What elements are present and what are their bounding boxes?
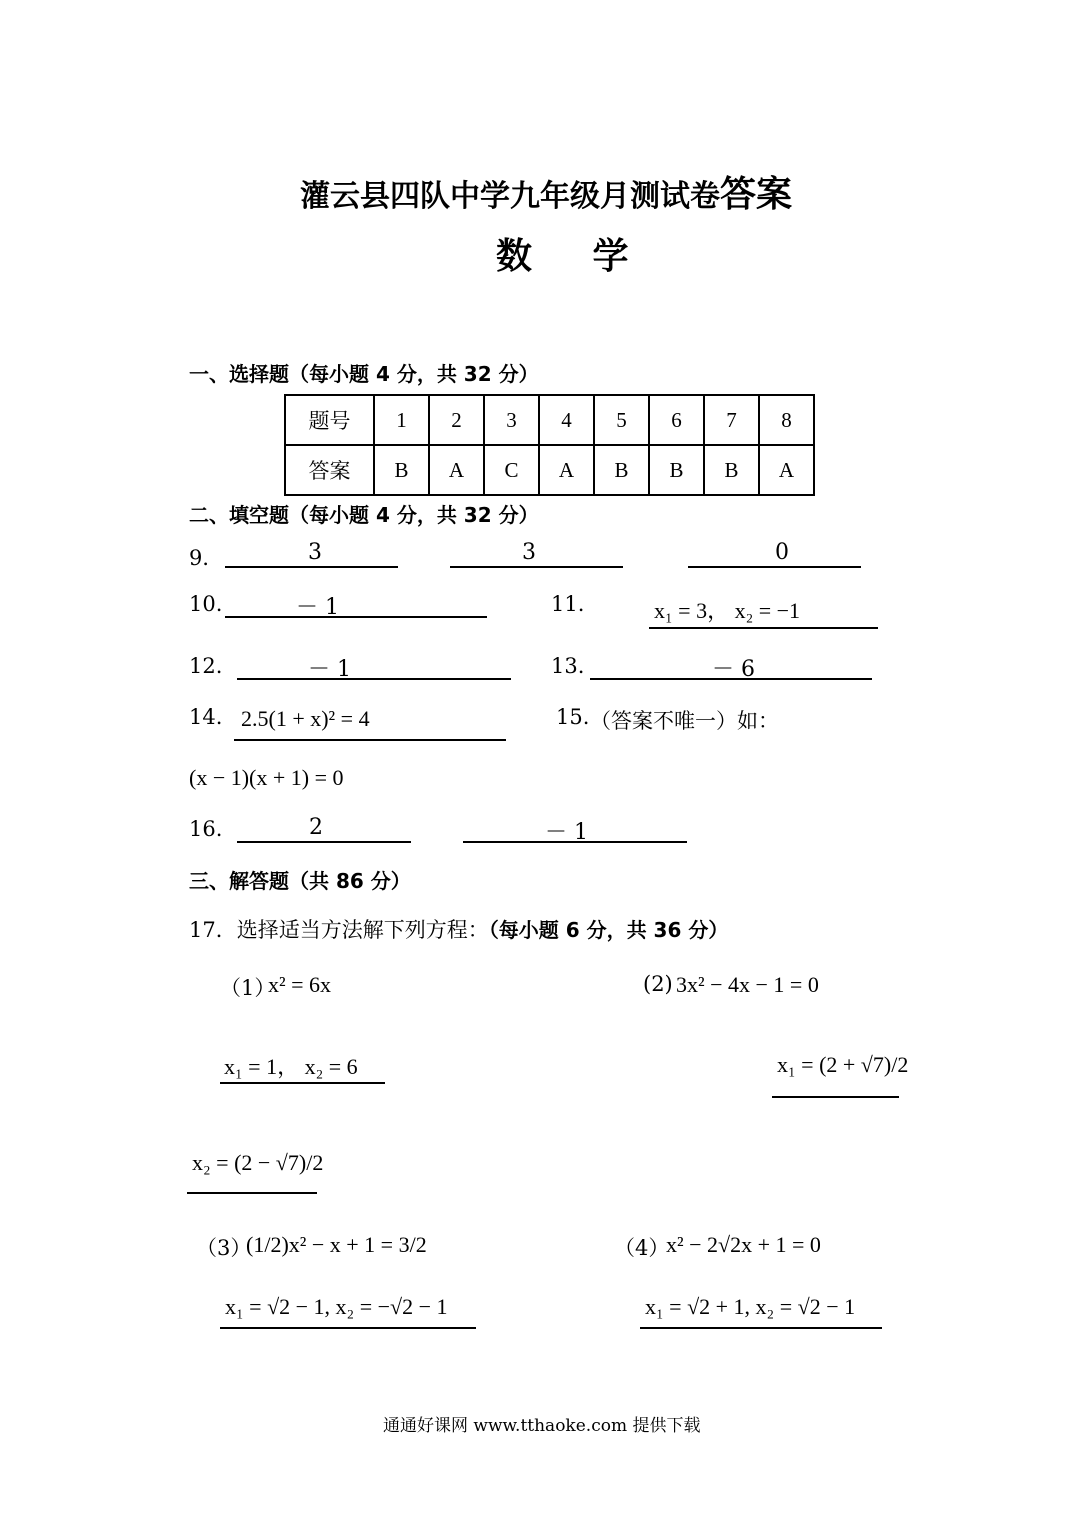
q12-answer-line — [237, 678, 511, 680]
q9-answer-b: 3 — [522, 540, 536, 565]
q12-number: 12. — [189, 654, 223, 678]
answer-cell: C — [484, 445, 539, 495]
answer-cell: A — [429, 445, 484, 495]
q17-label: 17．选择适当方法解下列方程： — [189, 918, 489, 942]
choice-answer-table — [284, 394, 815, 496]
q15-number: 15. — [556, 705, 590, 729]
q15-answer: (x − 1)(x + 1) = 0 — [189, 765, 344, 790]
q10-answer-line — [225, 616, 487, 618]
row-label-answer: 答案 — [285, 445, 374, 495]
q9-answer-line-a — [225, 566, 398, 568]
q14-number: 14. — [189, 705, 223, 729]
q10-answer: － 1 — [296, 595, 339, 620]
p4-answer: x₁ = √2 + 1, x₂ = √2 − 1 — [645, 1294, 856, 1319]
title-answer: 答案 — [720, 173, 793, 215]
subject-title: 数 学 — [496, 235, 653, 277]
p1-answer: x₁ = 1， x₂ = 6 — [224, 1054, 358, 1079]
q11-answer: x₁ = 3， x₂ = −1 — [654, 598, 801, 623]
q15-label: （答案不唯一）如： — [590, 709, 779, 733]
p2-answer-x2: x₂ = (2 − √7)/2 — [192, 1150, 324, 1175]
q16-answer-a: 2 — [309, 815, 323, 840]
p3-label: （3） — [196, 1236, 252, 1260]
p2-answer-line-x2 — [187, 1192, 317, 1194]
q16-answer-line-a — [237, 841, 411, 843]
q9-answer-c: 0 — [775, 540, 789, 565]
section-1-heading: 一、选择题（每小题 4 分，共 32 分） — [189, 362, 539, 386]
q12-answer: － 1 — [308, 657, 351, 682]
answer-cell: A — [539, 445, 594, 495]
q17-prompt — [189, 914, 728, 944]
answer-cell: B — [649, 445, 704, 495]
p4-equation: x² − 2√2x + 1 = 0 — [666, 1232, 821, 1257]
answer-cell: A — [759, 445, 814, 495]
page-title — [300, 166, 792, 217]
question-number: 7 — [704, 395, 759, 445]
q9-answer-a: 3 — [308, 540, 322, 565]
question-number: 1 — [374, 395, 429, 445]
q10-number: 10. — [189, 592, 223, 616]
q9-answer-line-b — [450, 566, 623, 568]
p2-answer-x1: x₁ = (2 + √7)/2 — [777, 1052, 909, 1077]
p3-answer-line — [220, 1327, 476, 1329]
table-row-answers — [285, 445, 814, 495]
q11-number: 11. — [551, 592, 585, 616]
q13-number: 13. — [551, 654, 585, 678]
footer-text: 通通好课网 www.tthaoke.com 提供下载 — [383, 1416, 701, 1436]
q11-answer-line — [649, 627, 878, 629]
question-number: 6 — [649, 395, 704, 445]
p2-answer-line-x1 — [772, 1096, 899, 1098]
p3-equation: (1/2)x² − x + 1 = 3/2 — [246, 1232, 427, 1257]
table-row-questions — [285, 395, 814, 445]
section-3-heading: 三、解答题（共 86 分） — [189, 869, 411, 893]
q16-number: 16. — [189, 817, 223, 841]
q14-answer-line — [234, 739, 506, 741]
p1-equation: x² = 6x — [268, 972, 332, 997]
question-number: 8 — [759, 395, 814, 445]
q17-points: （每小题 6 分，共 36 分） — [488, 918, 729, 942]
p4-answer-line — [640, 1327, 882, 1329]
section-2-heading: 二、填空题（每小题 4 分，共 32 分） — [189, 503, 539, 527]
p1-answer-line — [220, 1082, 385, 1084]
answer-cell: B — [594, 445, 649, 495]
row-label-question: 题号 — [285, 395, 374, 445]
question-number: 3 — [484, 395, 539, 445]
p3-answer: x₁ = √2 − 1, x₂ = −√2 − 1 — [225, 1294, 448, 1319]
answer-cell: B — [704, 445, 759, 495]
q14-answer: 2.5(1 + x)² = 4 — [241, 706, 370, 731]
question-number: 4 — [539, 395, 594, 445]
p4-label: （4） — [614, 1236, 670, 1260]
q9-answer-line-c — [688, 566, 861, 568]
question-number: 5 — [594, 395, 649, 445]
p1-label: （1） — [220, 976, 276, 1000]
q13-answer: － 6 — [712, 657, 755, 682]
q16-answer-b: － 1 — [545, 820, 588, 845]
q9-number: 9． — [189, 546, 224, 570]
title-main: 灌云县四队中学九年级月测试卷 — [300, 179, 720, 214]
question-number: 2 — [429, 395, 484, 445]
p2-label: (2) — [643, 972, 673, 996]
p2-equation: 3x² − 4x − 1 = 0 — [676, 972, 819, 997]
answer-cell: B — [374, 445, 429, 495]
